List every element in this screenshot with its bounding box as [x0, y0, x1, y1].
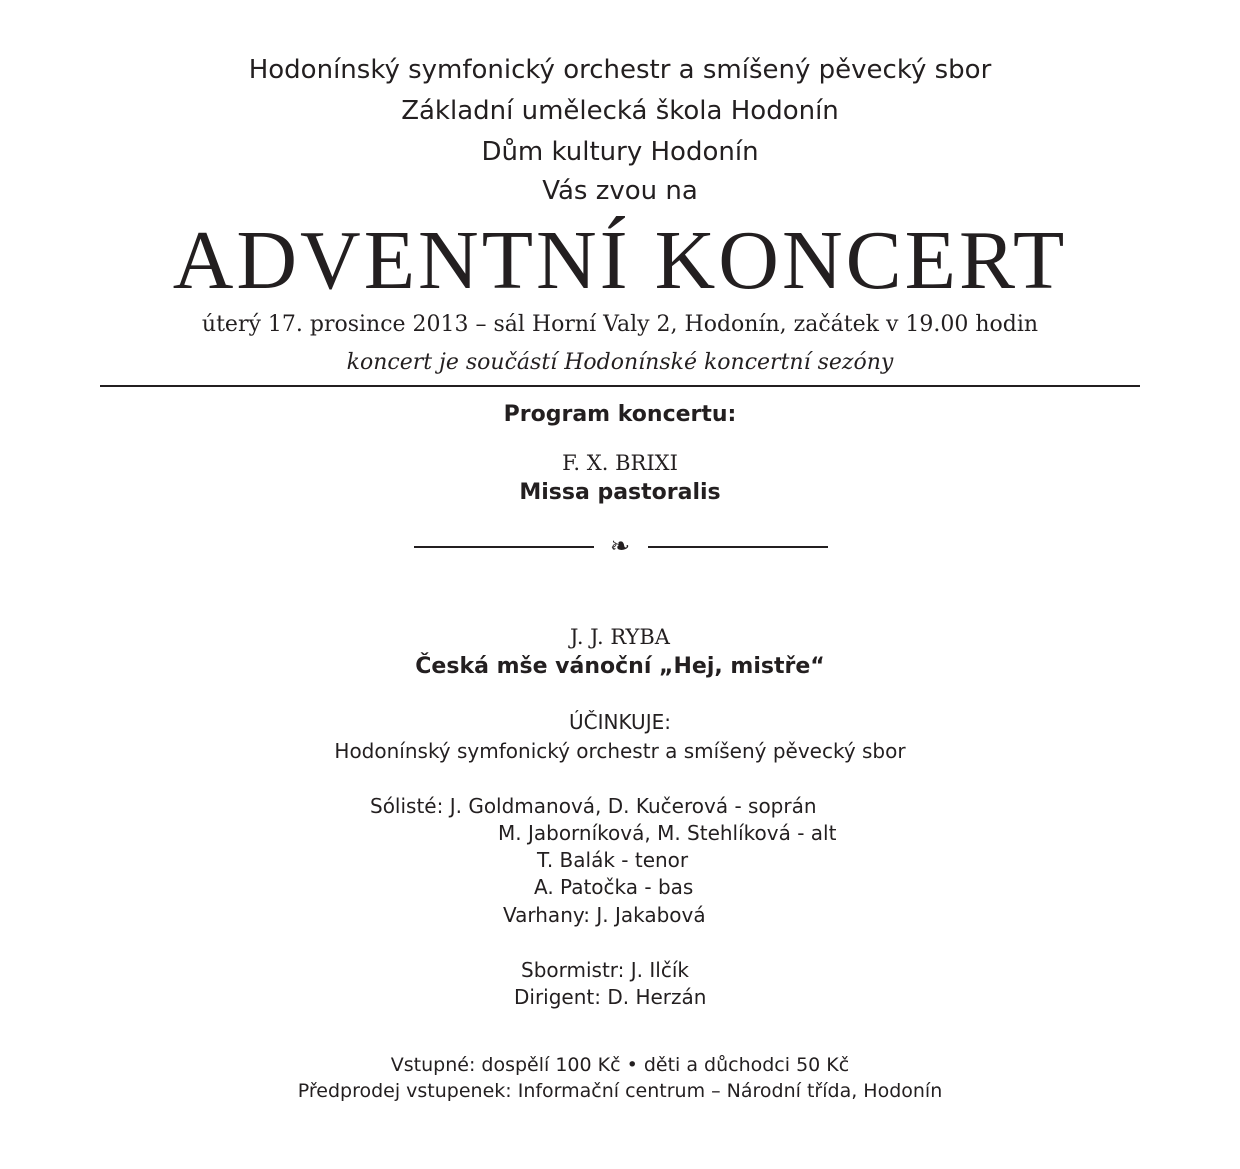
admission-prices: Vstupné: dospělí 100 Kč • děti a důchodci 50 Kč	[390, 1054, 850, 1076]
performing-ensemble: Hodonínský symfonický orchestr a smíšený pěvecký sbor	[334, 739, 906, 763]
composer-1: F. X. BRIXI	[562, 451, 678, 475]
performers-heading: ÚČINKUJE:	[569, 710, 671, 734]
work-1: Missa pastoralis	[519, 480, 721, 505]
concert-title: ADVENTNÍ KONCERT	[172, 214, 1068, 307]
organizer-line-1: Hodonínský symfonický orchestr a smíšený pěvecký sbor	[248, 55, 992, 85]
ornament-rule-left	[414, 546, 594, 548]
soloists-altos: M. Jaborníková, M. Stehlíková - alt	[498, 821, 837, 845]
ornament-rule-right	[648, 546, 828, 548]
organizer-line-3: Dům kultury Hodonín	[481, 137, 759, 167]
invite-text: Vás zvou na	[542, 176, 698, 206]
concert-details: úterý 17. prosince 2013 – sál Horní Valy 2, Hodonín, začátek v 19.00 hodin	[201, 312, 1039, 337]
organist: Varhany: J. Jakabová	[503, 903, 706, 927]
conductor: Dirigent: D. Herzán	[514, 985, 707, 1009]
work-2: Česká mše vánoční „Hej, mistře“	[415, 654, 825, 679]
ticket-presale: Předprodej vstupenek: Informační centrum – Národní třída, Hodonín	[297, 1080, 943, 1102]
choirmaster: Sbormistr: J. Ilčík	[521, 958, 689, 982]
soloist-tenor: T. Balák - tenor	[537, 848, 689, 872]
program-heading: Program koncertu:	[503, 402, 737, 427]
fleuron-icon: ❧	[609, 532, 631, 560]
composer-2: J. J. RYBA	[570, 625, 670, 649]
soloists-sopranos: Sólisté: J. Goldmanová, D. Kučerová - soprán	[370, 794, 817, 818]
divider	[100, 385, 1140, 387]
season-note: koncert je součástí Hodonínské koncertní sezóny	[346, 350, 894, 375]
soloist-bass: A. Patočka - bas	[534, 875, 694, 899]
organizer-line-2: Základní umělecká škola Hodonín	[401, 96, 839, 126]
